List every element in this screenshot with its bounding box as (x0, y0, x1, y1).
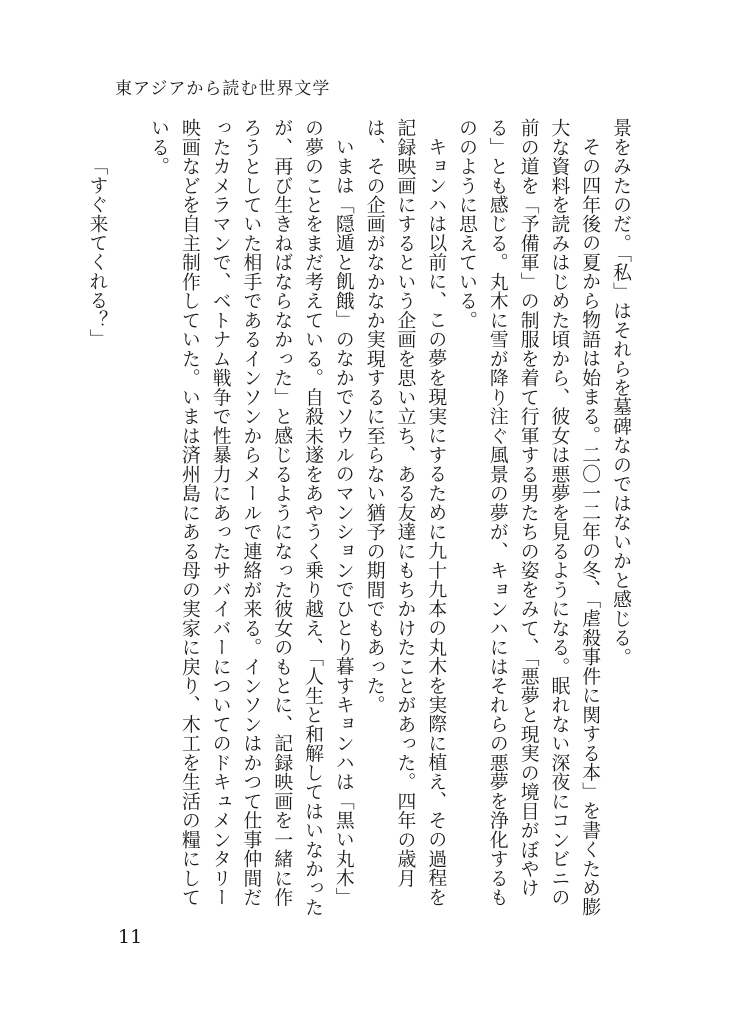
paragraph: いまは「隠遁と飢餓」のなかでソウルのマンションでひとり暮すキョンハは「黒い丸木」の夢のことをまだ考えている。自殺未遂をあやうく乗り越え、「人生と和解してはいなかったが、再び生きねばならなかった」と感じるようになった彼女のもとに、記録映画を一緒に作ろうとしていた相手であるインソンからメールで連絡が来る。インソンはかつて仕事仲間だったカメラマンで、ベトナム戦争で性暴力にあったサバイバーについてのドキュメンタリー映画などを自主制作していた。いまは済州島にある母の実家に戻り、木工を生活の糧にしている。 (148, 118, 354, 917)
paragraph: その四年後の夏から物語は始まる。二〇一二年の冬、「虐殺事件に関する本」を書くため膨大な資料を読みはじめた頃から、彼女は悪夢を見るようになる。眠れない深夜にコンビニの前の道を「予備軍」の制服を着て行軍する男たちの姿をみて、「悪夢と現実の境目がぼやける」とも感じる。丸木に雪が降り注ぐ風景の夢が、キョンハにはそれらの悪夢を浄化するもののように思えている。 (456, 118, 601, 917)
running-head: 東アジアから読む世界文学 (115, 79, 331, 99)
dialogue-quote: 「すぐ来てくれる？」 (86, 155, 108, 348)
page-number: 11 (118, 926, 143, 948)
paragraph: キョンハは以前に、この夢を現実にするために九十九本の丸木を実際に植え、その過程を記録映画にするという企画を思い立ち、ある友達にもちかけたことがあった。四年の歳月は、その企画がなかなか実現するに至らない猶予の期間でもあった。 (363, 118, 447, 907)
body-text (86, 118, 635, 924)
paragraph-spacer (111, 118, 142, 924)
paragraph: 景をみたのだ。「私」はそれらを墓碑なのではないかと感じる。 (610, 118, 631, 667)
